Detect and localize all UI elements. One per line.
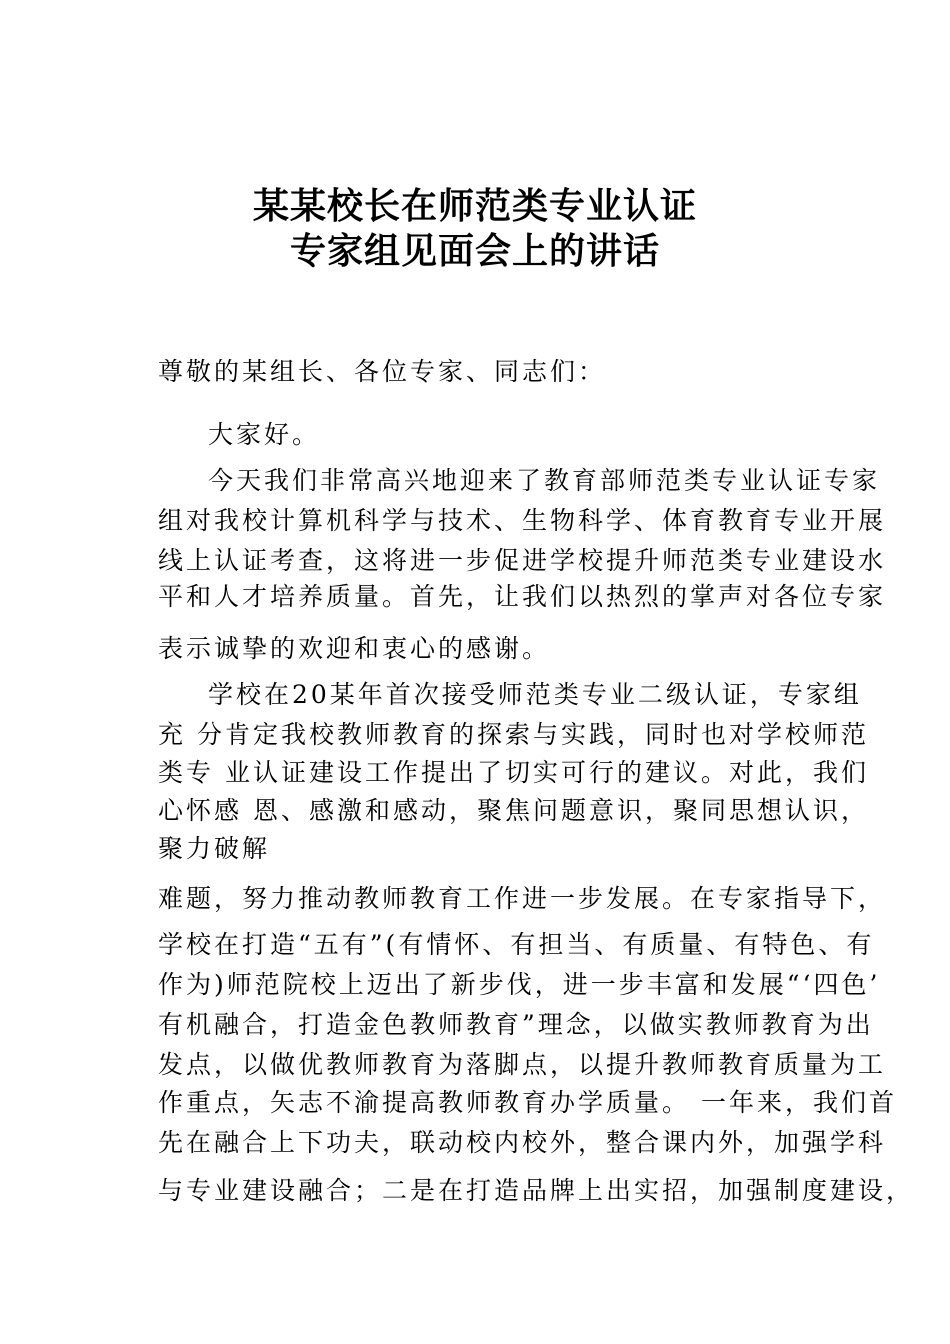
- paragraph-2-line: 心怀感 恩、感激和感动，聚焦问题意识，聚同思想认识，: [158, 796, 869, 825]
- document-title-line-1: 某某校长在师范类专业认证: [252, 186, 697, 227]
- paragraph-2-line: 作重点，矢志不渝提高教师教育办学质量。 一年来，我们首: [158, 1088, 897, 1117]
- paragraph-2-line: 充 分肯定我校教师教育的探索与实践，同时也对学校师范: [158, 720, 869, 749]
- greeting: 大家好。: [208, 420, 321, 449]
- paragraph-1-line: 线上认证考查，这将进一步促进学校提升师范类专业建设水: [158, 546, 887, 575]
- paragraph-2-line: 难题，努力推动教师教育工作进一步发展。在专家指导下，: [158, 884, 887, 913]
- paragraph-1-line: 平和人才培养质量。首先，让我们以热烈的掌声对各位专家: [158, 582, 887, 611]
- document-title-line-2: 专家组见面会上的讲话: [289, 231, 660, 272]
- paragraph-2-line: 学校在20某年首次接受师范类专业二级认证，专家组: [208, 680, 862, 709]
- paragraph-2-line: 聚力破解: [158, 834, 271, 863]
- paragraph-2-line: 发点，以做优教师教育为落脚点，以提升教师教育质量为工: [158, 1050, 887, 1079]
- paragraph-2-line: 先在融合上下功夫，联动校内校外，整合课内外，加强学科: [158, 1128, 887, 1157]
- paragraph-2-line: 类专 业认证建设工作提出了切实可行的建议。对此，我们: [158, 758, 869, 787]
- paragraph-2-line: 作为)师范院校上迈出了新步伐，进一步丰富和发展“‘四色’: [158, 970, 881, 999]
- salutation: 尊敬的某组长、各位专家、同志们：: [158, 357, 607, 386]
- paragraph-1-line: 组对我校计算机科学与技术、生物科学、体育教育专业开展: [158, 506, 887, 535]
- paragraph-2-line: 有机融合，打造金色教师教育”理念，以做实教师教育为出: [158, 1010, 874, 1039]
- paragraph-2-line: 与专业建设融合；二是在打造品牌上出实招，加强制度建设，: [158, 1176, 915, 1205]
- paragraph-1-line: 今天我们非常高兴地迎来了教育部师范类专业认证专家: [208, 466, 881, 495]
- paragraph-1-line: 表示诚挚的欢迎和衷心的感谢。: [158, 634, 551, 663]
- paragraph-2-line: 学校在打造“五有”(有情怀、有担当、有质量、有特色、有: [158, 930, 875, 959]
